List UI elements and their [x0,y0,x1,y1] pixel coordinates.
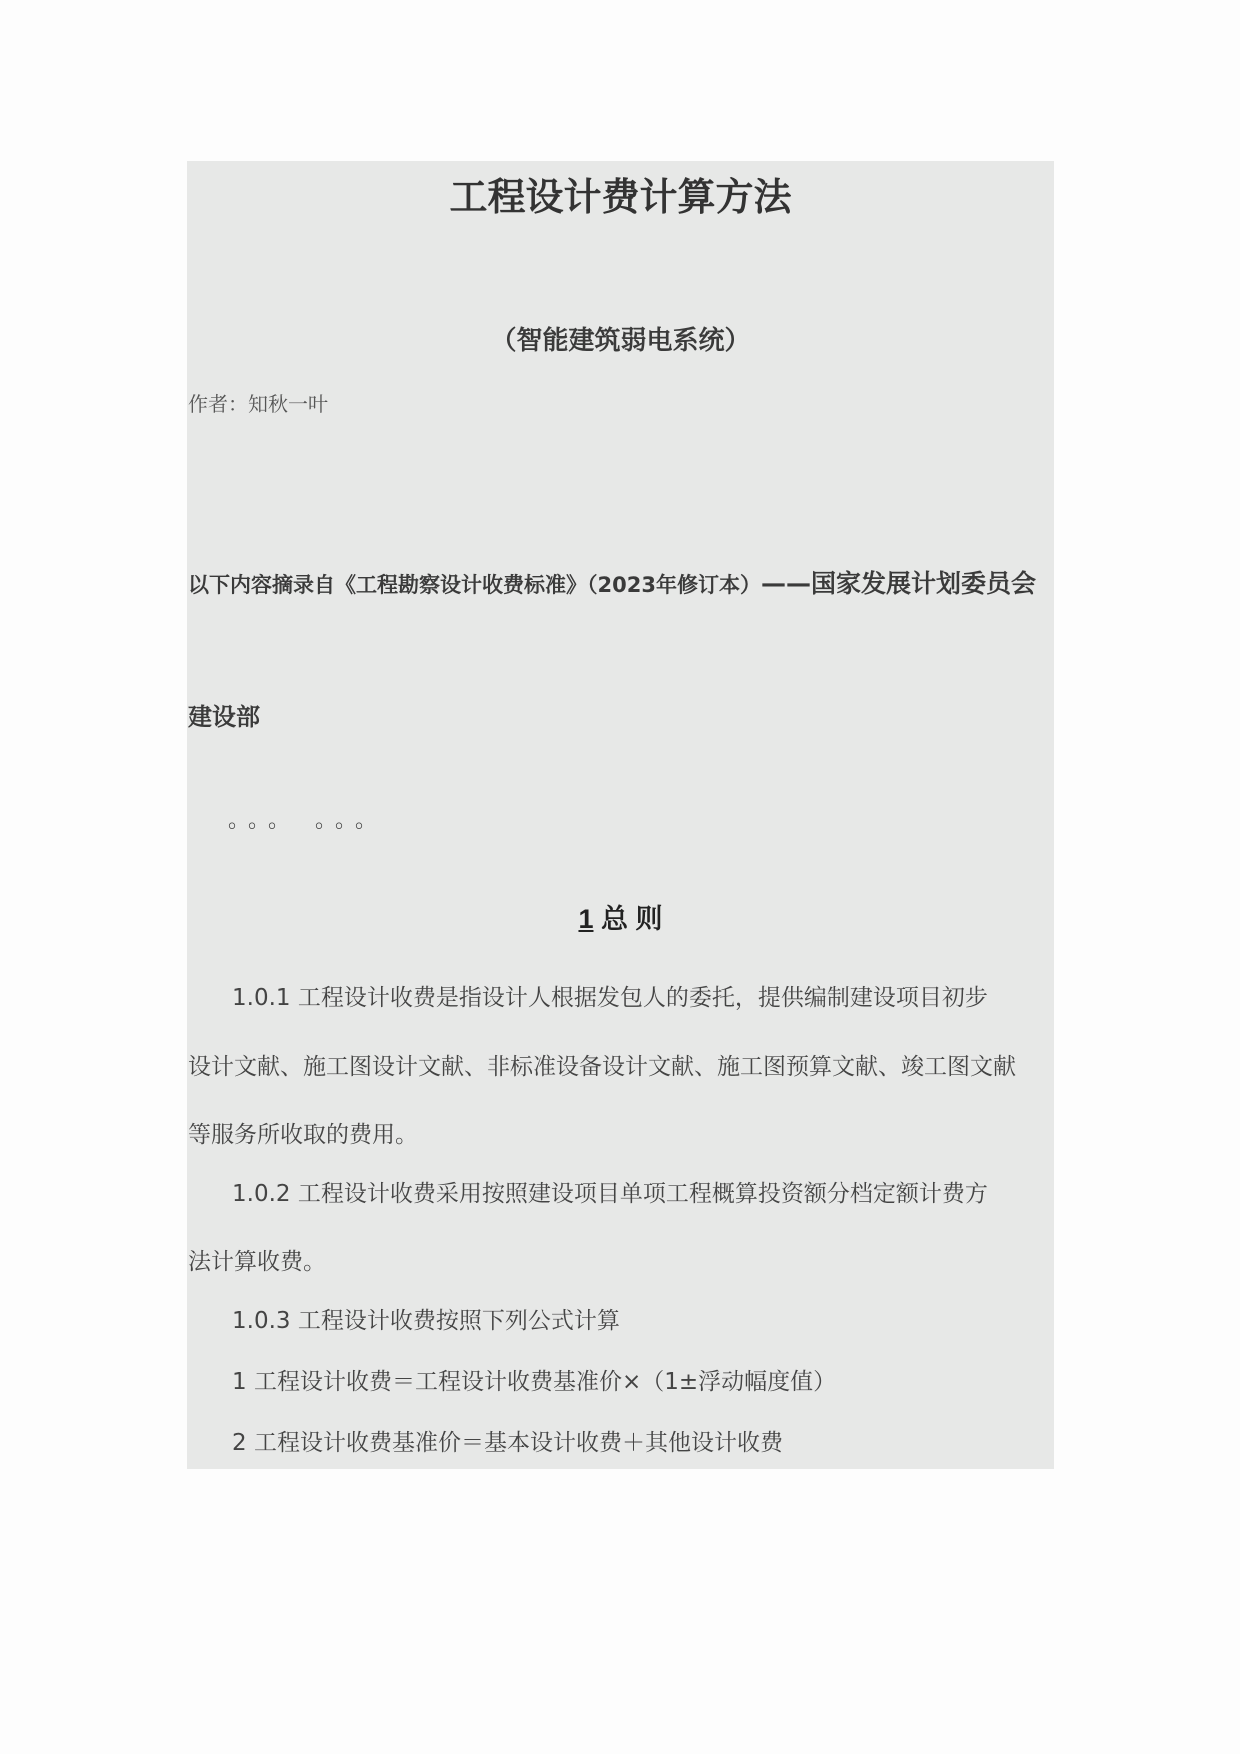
ellipsis-dots: 。。。 。。。 [228,808,386,833]
section-title: 总 则 [593,904,663,934]
paragraph-1-0-2-line-2: 法计算收费。 [188,1249,326,1275]
paragraph-1-0-1-line-3: 等服务所收取的费用。 [188,1122,418,1148]
paragraph-1-0-3: 1.0.3 工程设计收费按照下列公式计算 [232,1308,620,1334]
source-citation: 以下内容摘录自《工程勘察设计收费标准》（2023年修订本） [188,573,761,597]
author-line: 作者：知秋一叶 [188,392,328,416]
source-issuer: ——国家发展计划委员会 [760,569,1036,598]
source-line-continued: 建设部 [188,703,260,731]
source-line [188,564,1036,600]
section-heading [187,897,1054,936]
document-title: 工程设计费计算方法 [449,175,792,219]
paragraph-1-0-1-line-2: 设计文献、施工图设计文献、非标准设备设计文献、施工图预算文献、竣工图文献 [188,1054,1016,1080]
formula-1: 1 工程设计收费＝工程设计收费基准价×（1±浮动幅度值） [232,1369,837,1395]
formula-2: 2 工程设计收费基准价＝基本设计收费＋其他设计收费 [232,1430,783,1456]
paragraph-1-0-2-line-1: 1.0.2 工程设计收费采用按照建设项目单项工程概算投资额分档定额计费方 [232,1181,988,1207]
paragraph-1-0-1-line-1: 1.0.1 工程设计收费是指设计人根据发包人的委托，提供编制建设项目初步 [232,985,988,1011]
document-subtitle: （智能建筑弱电系统） [490,326,751,356]
section-number: 1 [578,904,594,934]
